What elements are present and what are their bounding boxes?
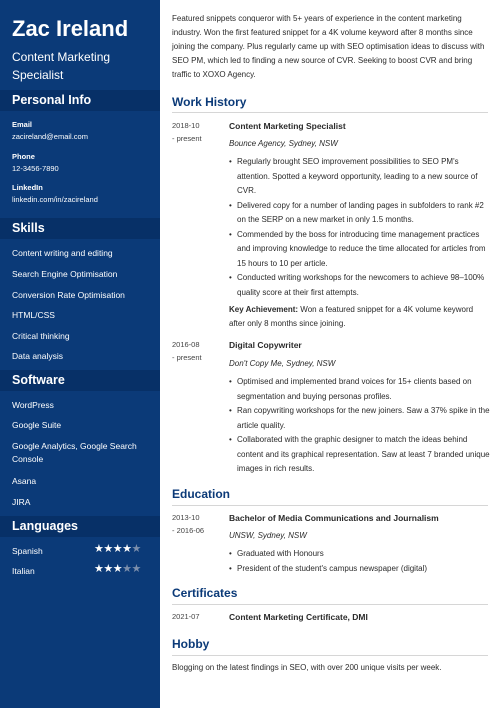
software-item: WordPress bbox=[12, 400, 54, 410]
job-date-start: 2018-10 bbox=[172, 121, 200, 130]
section-divider bbox=[172, 655, 488, 656]
star-icon: ★ bbox=[94, 543, 104, 555]
section-divider bbox=[172, 112, 488, 113]
language-name: Italian bbox=[12, 566, 35, 576]
personal-info-heading: Personal Info bbox=[0, 90, 160, 111]
work-history-heading: Work History bbox=[172, 95, 247, 109]
education-date bbox=[172, 511, 222, 537]
job-employer: Don't Copy Me, Sydney, NSW bbox=[229, 359, 336, 368]
skill-item: HTML/CSS bbox=[12, 310, 55, 320]
skill-item: Search Engine Optimisation bbox=[12, 269, 118, 279]
job-role: Digital Copywriter bbox=[229, 340, 302, 350]
education-school: UNSW, Sydney, NSW bbox=[229, 531, 307, 540]
job-bullets bbox=[229, 155, 491, 300]
star-icon: ★ bbox=[122, 563, 132, 575]
education-degree: Bachelor of Media Communications and Journalism bbox=[229, 513, 439, 523]
certificates-heading: Certificates bbox=[172, 586, 238, 600]
candidate-title: Content Marketing Specialist bbox=[12, 50, 111, 82]
star-icon: ★ bbox=[131, 563, 141, 575]
language-rating bbox=[94, 564, 141, 575]
linkedin-value[interactable]: linkedin.com/in/zacireland bbox=[12, 195, 98, 204]
list-item: • Commended by the boss for introducing time management practices and improving knowledge to reduce the time allocated for articles from 15 hours to 10 per article. bbox=[229, 228, 491, 272]
profile-summary: Featured snippets conqueror with 5+ years of experience in the content marketing industry. Won the first featured snippet for a 4K volume keyword after 8 months since joining the company. Plus regularly came up with SEO optimisation ideas to discuss with SEO PM, which led to finding a new source of CVR. Seeking to boost CVR and bring traffic to XOXO Agency. bbox=[172, 14, 485, 79]
star-icon: ★ bbox=[131, 543, 141, 555]
job-date bbox=[172, 119, 222, 145]
education-bullets bbox=[229, 547, 491, 576]
candidate-name: Zac Ireland bbox=[12, 16, 129, 41]
star-icon: ★ bbox=[112, 563, 123, 575]
section-divider bbox=[172, 604, 488, 605]
list-item: • Delivered copy for a number of landing pages in subfolders to rank #2 on the SERP on a new market in only 1.5 months. bbox=[229, 199, 491, 228]
list-item: • Graduated with Honours bbox=[229, 547, 491, 562]
list-item: • Conducted writing workshops for the newcomers to achieve 98–100% quality score at their first attempts. bbox=[229, 271, 491, 300]
job-date-end: - present bbox=[172, 134, 202, 143]
hobby-text: Blogging on the latest findings in SEO, with over 200 unique visits per week. bbox=[172, 663, 442, 672]
software-item: Google Suite bbox=[12, 420, 62, 430]
languages-heading: Languages bbox=[0, 516, 160, 537]
language-rating bbox=[94, 544, 141, 555]
list-item: • Regularly brought SEO improvement possibilities to SEO PM's attention. Spotted a keyword opportunity, leading to a new source of CVR. bbox=[229, 155, 491, 199]
skill-item: Content writing and editing bbox=[12, 248, 113, 258]
language-name: Spanish bbox=[12, 546, 43, 556]
section-divider bbox=[172, 505, 488, 506]
key-achievement bbox=[229, 303, 491, 331]
phone-value[interactable]: 12-3456-7890 bbox=[12, 164, 59, 173]
education-heading: Education bbox=[172, 487, 231, 501]
job-bullets bbox=[229, 375, 491, 477]
certificate-date: 2021-07 bbox=[172, 612, 200, 621]
list-item: • President of the student's campus newspaper (digital) bbox=[229, 562, 491, 577]
phone-label: Phone bbox=[12, 152, 35, 161]
email-value[interactable]: zacireland@email.com bbox=[12, 132, 88, 141]
key-achievement-text: Won a featured snippet for a 4K volume keyword after only 8 months since joining. bbox=[229, 305, 474, 328]
education-date-end: - 2016-06 bbox=[172, 526, 205, 535]
certificate-name: Content Marketing Certificate, DMI bbox=[229, 612, 368, 622]
sidebar bbox=[0, 0, 160, 708]
star-icon: ★ bbox=[122, 543, 132, 555]
skill-item: Conversion Rate Optimisation bbox=[12, 290, 125, 300]
skill-item: Data analysis bbox=[12, 351, 64, 361]
skill-item: Critical thinking bbox=[12, 331, 70, 341]
star-icon: ★ bbox=[103, 563, 113, 575]
key-achievement-label: Key Achievement: bbox=[229, 305, 299, 314]
linkedin-label: LinkedIn bbox=[12, 183, 43, 192]
skills-heading: Skills bbox=[0, 218, 160, 239]
software-item: Google Analytics, Google Search Console bbox=[12, 441, 137, 464]
list-item: • Collaborated with the graphic designer to match the ideas behind content and its graphical representation. Saw at least 7 branded unique images in rich results. bbox=[229, 433, 491, 477]
list-item: • Optimised and implemented brand voices for 15+ clients based on segmentation and buying personas profiles. bbox=[229, 375, 491, 404]
software-item: Asana bbox=[12, 476, 37, 486]
hobby-heading: Hobby bbox=[172, 637, 210, 651]
list-item: • Ran copywriting workshops for the new joiners. Saw a 37% spike in the article quality. bbox=[229, 404, 491, 433]
star-icon: ★ bbox=[112, 543, 123, 555]
job-role: Content Marketing Specialist bbox=[229, 121, 346, 131]
job-employer: Bounce Agency, Sydney, NSW bbox=[229, 139, 338, 148]
education-date-start: 2013-10 bbox=[172, 513, 200, 522]
email-label: Email bbox=[12, 120, 33, 129]
star-icon: ★ bbox=[94, 563, 104, 575]
software-item: JIRA bbox=[12, 497, 31, 507]
software-heading: Software bbox=[0, 370, 160, 391]
job-date-end: - present bbox=[172, 353, 202, 362]
star-icon: ★ bbox=[103, 543, 113, 555]
job-date bbox=[172, 338, 222, 364]
job-date-start: 2016-08 bbox=[172, 340, 200, 349]
